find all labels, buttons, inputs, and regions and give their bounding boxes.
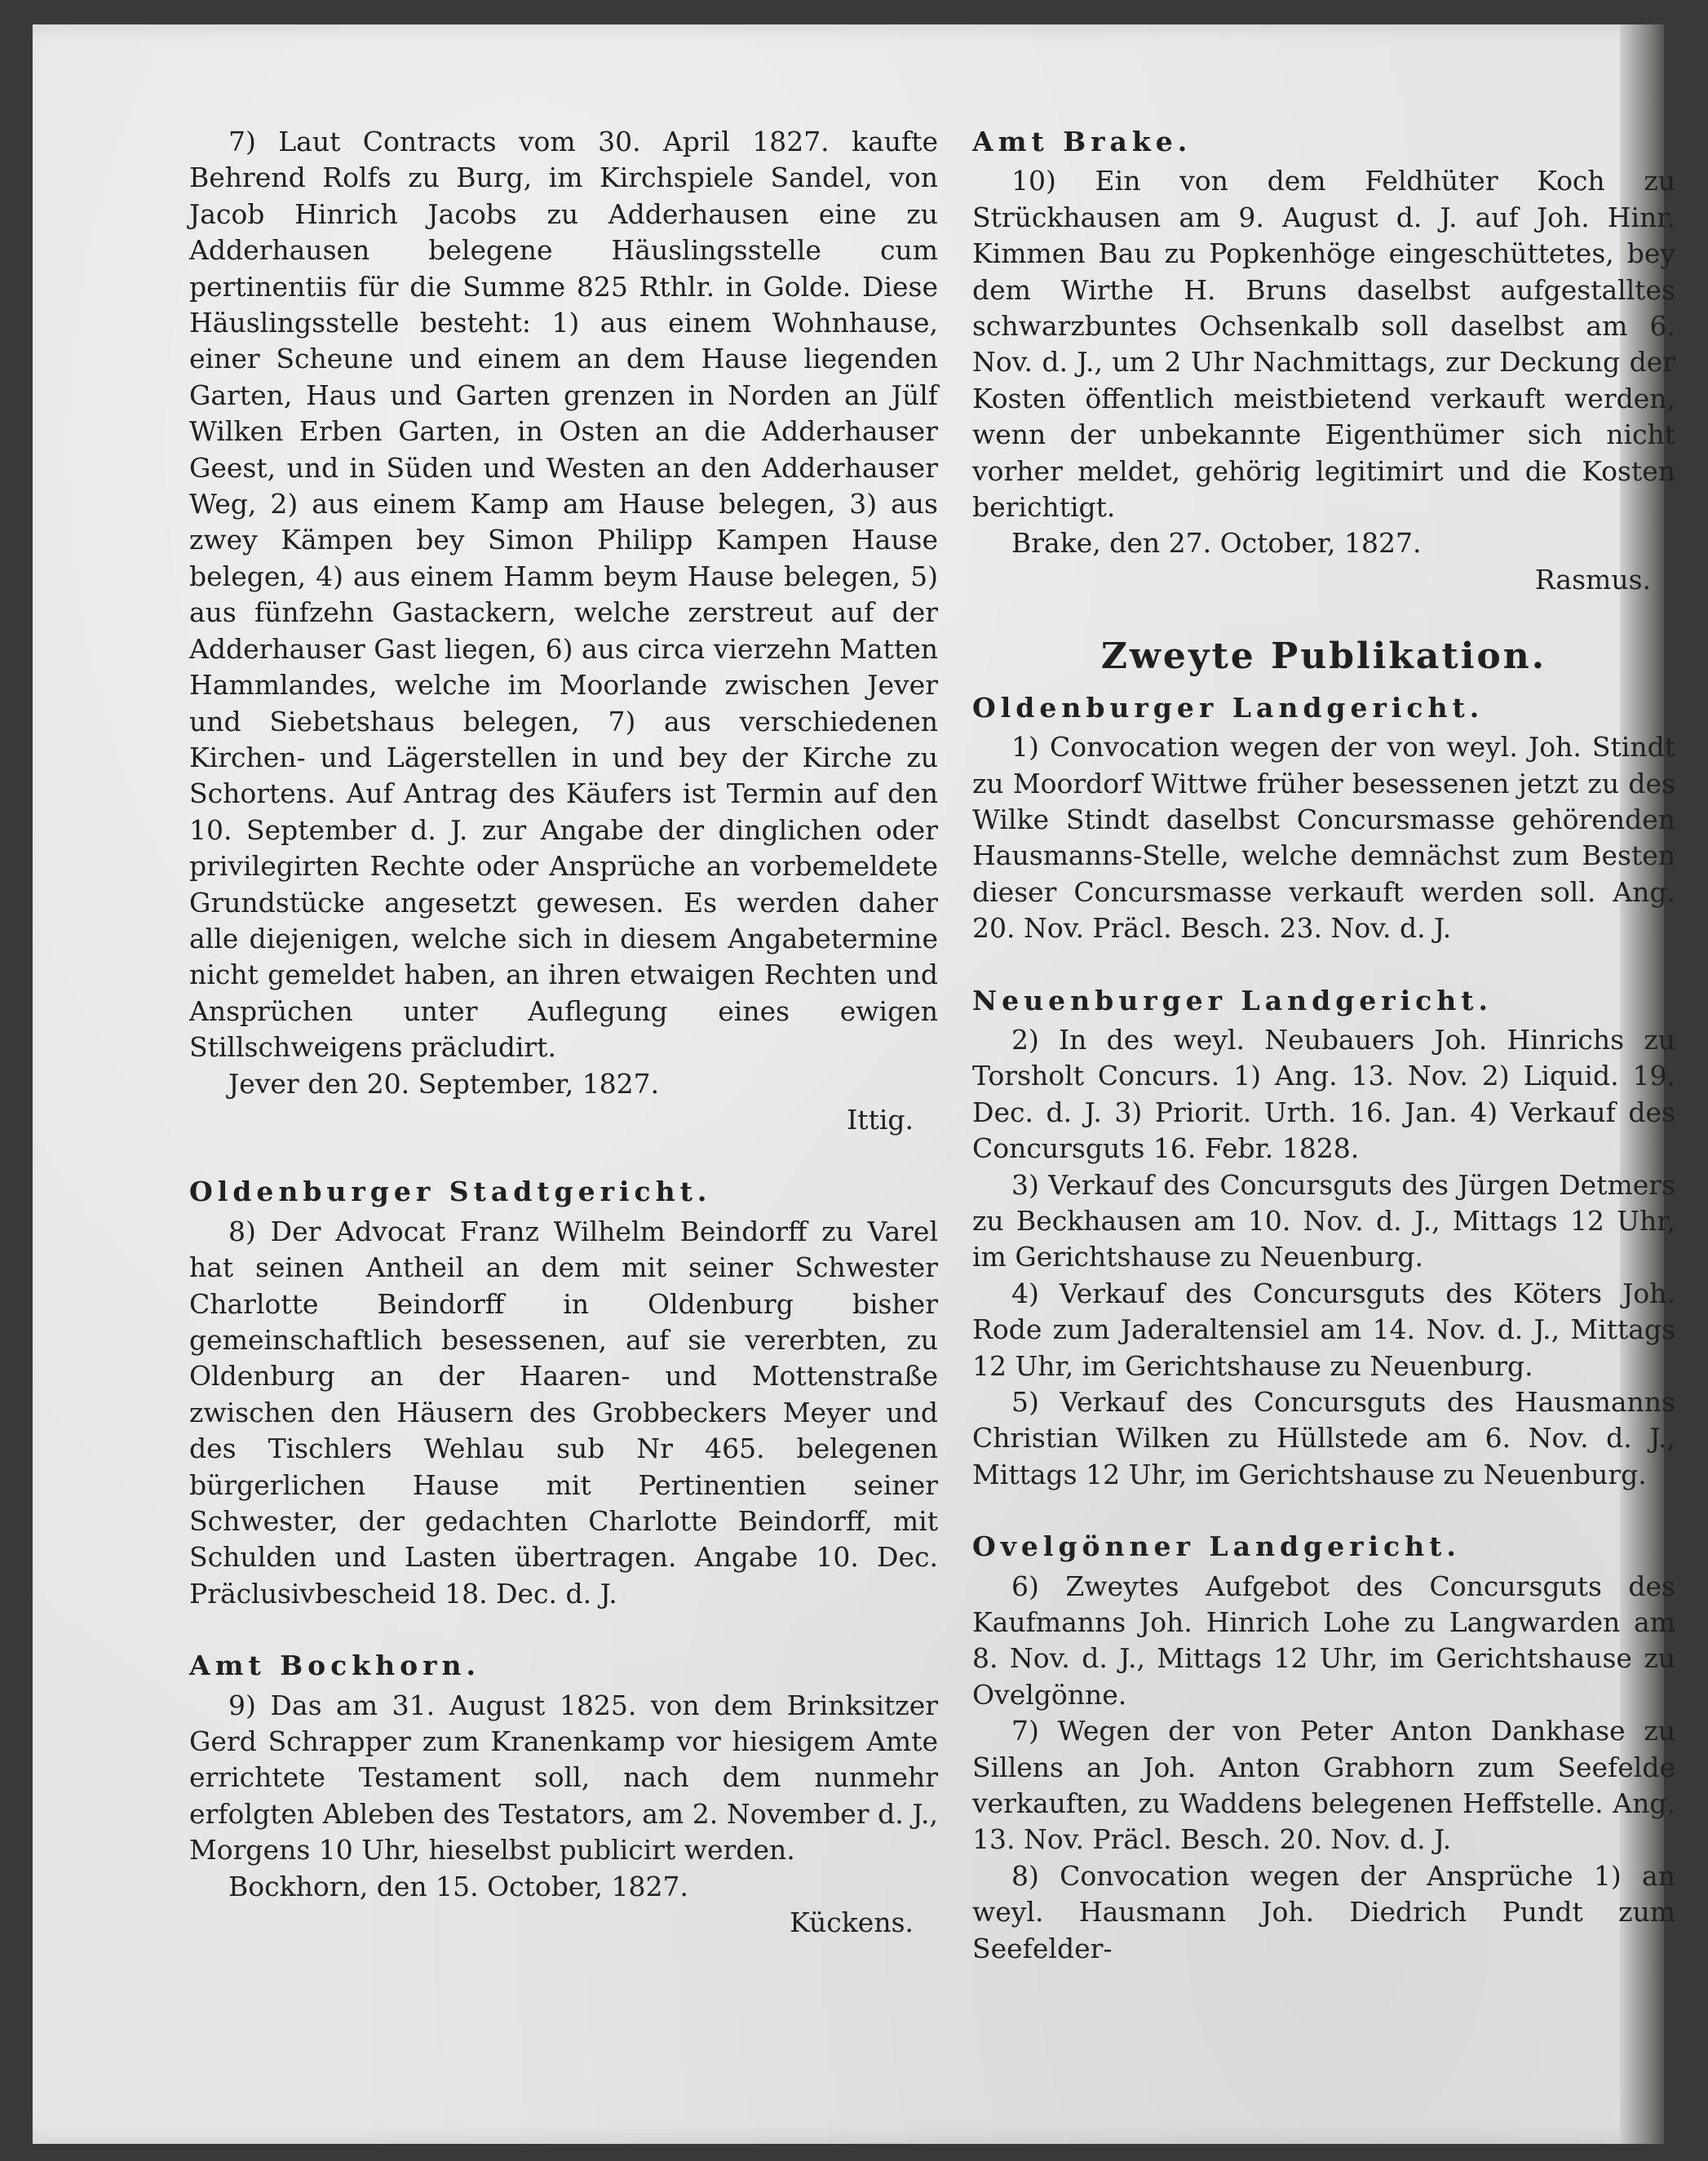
notice-10-date: Brake, den 27. October, 1827. — [1011, 527, 1422, 560]
notice-8-text: 8) Der Advocat Franz Wilhelm Beindorff zu Varel hat seinen Antheil an dem mit seiner Schwester Charlotte Beindorff in Oldenburg bisher gemeinschaftlich besessenen, auf sie vererbten, zu Oldenburg an der Haaren- und Mottenstraße zwischen den Häusern des Grobbeckers Meyer und des Tischlers Wehlau sub Nr 465. belegenen bürgerlichen Hause mit Pertinentien seiner Schwester, der gedachten Charlotte Beindorff, mit Schulden und Lasten übertragen. Angabe 10. Dec. Präclusivbescheid 18. Dec. d. J. — [189, 1215, 938, 1610]
notice-r6-text: 6) Zweytes Aufgebot des Concursguts des Kaufmanns Joh. Hinrich Lohe zu Langwarden am 8. Nov. d. J., Mittags 12 Uhr, im Gerichtshause zu Ovelgönne. — [972, 1570, 1675, 1711]
notice-10-signature: Rasmus. — [1534, 563, 1651, 596]
notice-r8-text: 8) Convocation wegen der Ansprüche 1) an weyl. Hausmann Joh. Diedrich Pundt zum Seefelder- — [972, 1859, 1675, 1964]
heading-ovelgonner-landgericht: Ovelgönner Landgericht. — [972, 1530, 1461, 1563]
heading-amt-bockhorn: Amt Bockhorn. — [189, 1650, 480, 1682]
notice-9-text: 9) Das am 31. August 1825. von dem Brinksitzer Gerd Schrapper zum Kranenkamp vor hiesigem Amte errichtete Testament soll, nach dem nunmehr erfolgten Ableben des Testators, am 2. November d. J., Morgens 10 Uhr, hieselbst publicirt werden. — [189, 1689, 938, 1867]
notice-7-text: 7) Laut Contracts vom 30. April 1827. kaufte Behrend Rolfs zu Burg, im Kirchspiele Sandel, von Jacob Hinrich Jacobs zu Adderhausen eine zu Adderhausen belegene Häuslingsstelle cum pertinentiis für die Summe 825 Rthlr. in Golde. Diese Häuslingsstelle besteht: 1) aus einem Wohnhause, einer Scheune und einem an dem Hause liegenden Garten, Haus und Garten grenzen in Norden an Jülf Wilken Erben Garten, in Osten an die Adderhauser Geest, und in Süden und Westen an den Adderhauser Weg, 2) aus einem Kamp am Hause belegen, 3) aus zwey Kämpen bey Simon Philipp Kampen Hause belegen, 4) aus einem Hamm beym Hause belegen, 5) aus fünfzehn Gastackern, welche zerstreut auf der Adderhauser Gast liegen, 6) aus circa vierzehn Matten Hammlandes, welche im Moorlande zwischen Jever und Siebetshaus belegen, 7) aus verschiedenen Kirchen- und Lägerstellen in und bey der Kirche zu Schortens. Auf Antrag des Käufers ist Termin auf den 10. September d. J. zur Angabe der dinglichen oder privilegirten Rechte oder Ansprüche an vorbemeldete Grundstücke angesetzt gewesen. Es werden daher alle diejenigen, welche sich in diesem Angabetermine nicht gemeldet haben, an ihren etwaigen Rechten und Ansprüchen unter Auflegung eines ewigen Stillschweigens präcludirt. — [189, 126, 938, 1064]
notice-r2-text: 2) In des weyl. Neubauers Joh. Hinrichs zu Torsholt Concurs. 1) Ang. 13. Nov. 2) Liquid. 19. Dec. d. J. 3) Priorit. Urth. 16. Jan. 4) Verkauf des Concursguts 16. Febr. 1828. — [972, 1023, 1675, 1165]
notice-7-date: Jever den 20. September, 1827. — [228, 1067, 660, 1100]
notice-r5-text: 5) Verkauf des Concursguts des Hausmanns Christian Wilken zu Hüllstede am 6. Nov. d. J., Mittags 12 Uhr, im Gerichtshause zu Neuenburg. — [972, 1386, 1675, 1490]
heading-oldenburger-landgericht: Oldenburger Landgericht. — [972, 691, 1485, 724]
heading-amt-brake: Amt Brake. — [972, 126, 1193, 157]
heading-neuenburger-landgericht: Neuenburger Landgericht. — [972, 984, 1493, 1016]
heading-zweyte-publikation: Zweyte Publikation. — [1100, 635, 1547, 678]
notice-9-signature: Kückens. — [790, 1906, 914, 1939]
notice-r7-text: 7) Wegen der von Peter Anton Dankhase zu Sillens an Joh. Anton Grabhorn zum Seefelde verkauften, zu Waddens belegenen Heffstelle. Ang. 13. Nov. Präcl. Besch. 20. Nov. d. J. — [972, 1715, 1675, 1856]
notice-r4-text: 4) Verkauf des Concursguts des Köters Joh. Rode zum Jaderaltensiel am 14. Nov. d. J., Mittags 12 Uhr, im Gerichtshause zu Neuenburg. — [972, 1277, 1675, 1382]
notice-7-signature: Ittig. — [847, 1103, 914, 1136]
notice-r1-text: 1) Convocation wegen der von weyl. Joh. Stindt zu Moordorf Wittwe früher besessenen jetzt zu des Wilke Stindt daselbst Concursmasse gehörenden Hausmanns-Stelle, welche demnächst zum Besten dieser Concursmasse verkauft werden soll. Ang. 20. Nov. Präcl. Besch. 23. Nov. d. J. — [972, 731, 1675, 945]
heading-oldenburger-stadtgericht: Oldenburger Stadtgericht. — [189, 1176, 712, 1208]
right-column — [972, 124, 1675, 1967]
notice-9-date: Bockhorn, den 15. October, 1827. — [228, 1870, 689, 1902]
left-column — [189, 124, 938, 1942]
notice-10-text: 10) Ein von dem Feldhüter Koch zu Strückhausen am 9. August d. J. auf Joh. Hinr. Kimmen Bau zu Popkenhöge eingeschüttetes, bey dem Wirthe H. Bruns daselbst aufgestalltes schwarzbuntes Ochsenkalb soll daselbst am 6. Nov. d. J., um 2 Uhr Nachmittags, zur Deckung der Kosten öffentlich meistbietend verkauft werden, wenn der unbekannte Eigenthümer sich nicht vorher meldet, gehörig legitimirt und die Kosten berichtigt. — [972, 165, 1675, 524]
notice-r3-text: 3) Verkauf des Concursguts des Jürgen Detmers zu Beckhausen am 10. Nov. d. J., Mittags 12 Uhr, im Gerichtshause zu Neuenburg. — [972, 1168, 1675, 1273]
